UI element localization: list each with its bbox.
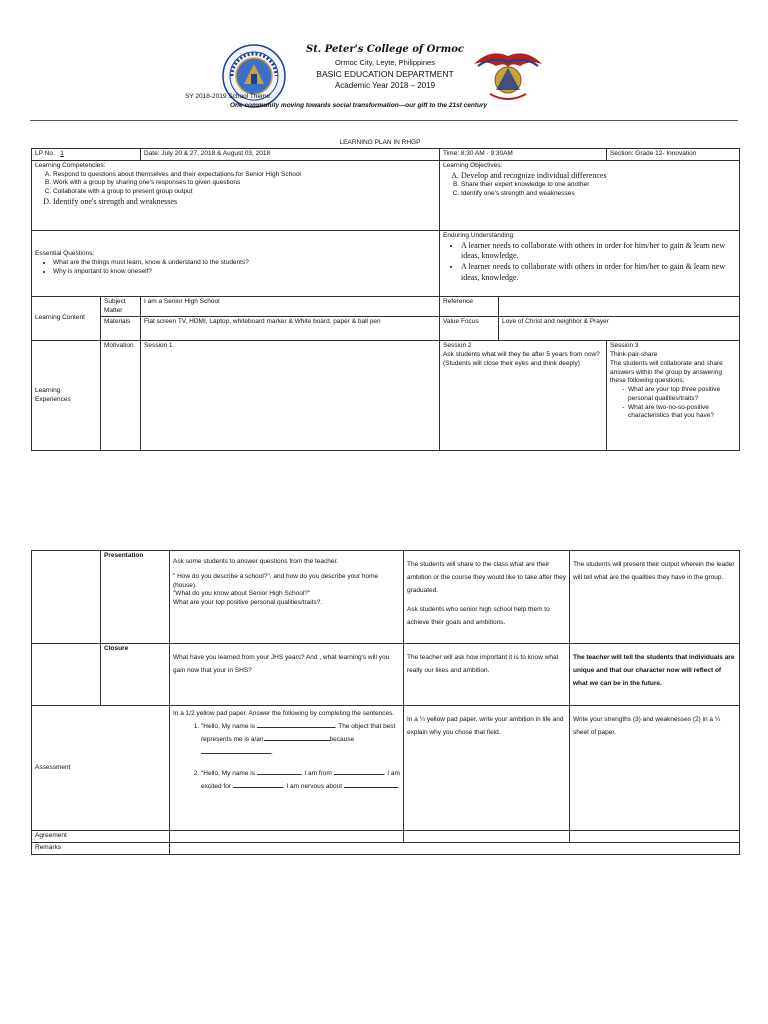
school-location: Ormoc City, Leyte, Philippines bbox=[335, 58, 435, 67]
materials-label: Materials bbox=[101, 317, 141, 341]
presentation-blank bbox=[32, 551, 101, 644]
assessment-session-2 bbox=[404, 706, 570, 831]
assessment-label: Assessment bbox=[32, 706, 170, 831]
competency-item: C. Collaborate with a group to present group output bbox=[53, 188, 436, 197]
presentation-session-1 bbox=[170, 551, 404, 644]
subject-matter-label: Subject Matter bbox=[101, 296, 141, 317]
enduring-item: • A learner needs to collaborate with others in order for him/her to gain & learn new ideas, knowledge. bbox=[461, 262, 736, 284]
department-name: BASIC EDUCATION DEPARTMENT bbox=[316, 69, 454, 79]
value-focus-value: Love of Christ and neighbor & Prayer bbox=[499, 317, 740, 341]
presentation-s2-note: Ask students who senior high school help them to achieve their goals and ambitions. bbox=[407, 606, 550, 626]
learning-experiences-label: Learning Experiences bbox=[32, 341, 101, 451]
objective-item: C. Identify one's strength and weaknesses bbox=[461, 190, 736, 199]
competency-item: A. Respond to questions about themselves and their expectations for Senior High School bbox=[53, 171, 436, 180]
session-3-question: - What are two-no-so-positive characteristics that you have? bbox=[628, 404, 736, 422]
objective-item: A. Develop and recognize individual differences bbox=[461, 171, 736, 182]
essential-questions-cell bbox=[32, 230, 440, 296]
learning-content-label: Learning Content bbox=[32, 296, 101, 341]
presentation-s3-text: The students will present their output wherein the leader will tell what are the qualities they have in the group. bbox=[573, 561, 735, 581]
time-cell: Time: 8:30 AM - 9:30AM bbox=[440, 149, 607, 161]
school-name: St. Peter's College of Ormoc bbox=[305, 44, 465, 55]
theme-text: One community moving towards social transformation—our gift to the 21st century bbox=[230, 102, 488, 109]
objectives-label: Learning Objectives: bbox=[443, 161, 503, 169]
session-2-title: Session 2 bbox=[443, 342, 472, 350]
assessment-session-1 bbox=[170, 706, 404, 831]
closure-blank bbox=[32, 644, 101, 706]
agreement-session-1 bbox=[170, 831, 404, 843]
agreement-session-2 bbox=[404, 831, 570, 843]
session-2-cell bbox=[440, 341, 607, 451]
closure-label: Closure bbox=[101, 644, 170, 706]
closure-session-2 bbox=[404, 644, 570, 706]
presentation-s2-text: The students will share to the class what are their ambition or the course they would like to take after they graduated. bbox=[407, 561, 566, 594]
session-2-text: Ask students what will they be after 5 years from now? bbox=[443, 351, 600, 359]
competency-item: B. Work with a group by sharing one's responses to given questions bbox=[53, 179, 436, 188]
presentation-question: What are your top positive personal qualities/traits?. bbox=[173, 599, 323, 607]
lp-number-cell: LP No. 1 bbox=[32, 149, 141, 161]
theme-label: SY 2018-2019 School Theme: bbox=[185, 93, 272, 100]
section-cell: Section: Grade 12- Innovation bbox=[607, 149, 740, 161]
closure-session-3 bbox=[570, 644, 740, 706]
lp-number: 1 bbox=[60, 150, 64, 157]
session-3-question: - What are your top three positive personal qualities/traits? bbox=[628, 386, 736, 404]
assessment-item-1: 1. "Hello, My name is . The object that best represents me is a/an because. bbox=[201, 720, 400, 759]
assessment-s2-text: In a ¼ yellow pad paper, write your ambition in life and explain why you chose that field. bbox=[407, 716, 564, 736]
competencies-label: Learning Competencies: bbox=[35, 161, 106, 169]
session-3-text: The students will collaborate and share answers within the group by answering these following questions; bbox=[610, 359, 723, 385]
objective-item: B. Share their expert knowledge to one another bbox=[461, 181, 736, 190]
closure-session-1 bbox=[170, 644, 404, 706]
essential-question-item: • Why is important to know oneself? bbox=[53, 268, 436, 277]
competency-item: D. Identify one's strength and weaknesses bbox=[53, 197, 436, 208]
agreement-label: Agreement bbox=[32, 831, 170, 843]
closure-s1-text: What have you learned from your JHS years? And , what learning's will you gain now that your in SHS? bbox=[173, 654, 390, 674]
remarks-label: Remarks bbox=[32, 843, 170, 855]
enduring-label: Enduring Understanding: bbox=[443, 231, 515, 239]
session-2-note: (Students will close their eyes and think deeply) bbox=[443, 359, 580, 367]
essential-question-item: • What are the things must learn, know & understand to the students? bbox=[53, 259, 436, 268]
header-divider bbox=[30, 120, 738, 121]
remarks-value bbox=[170, 843, 740, 855]
competencies-cell bbox=[32, 160, 440, 230]
assessment-intro: In a 1/2 yellow pad paper. Answer the following by completing the sentences. bbox=[173, 710, 395, 717]
academic-year: Academic Year 2018 – 2019 bbox=[334, 81, 436, 90]
closure-s2-text: The teacher will ask how important it is to know what really our likes and ambition. bbox=[407, 654, 559, 674]
assessment-session-3 bbox=[570, 706, 740, 831]
learning-plan-table-1 bbox=[31, 148, 740, 451]
crest-emblem-logo bbox=[470, 46, 546, 102]
essential-questions-label: Essential Questions: bbox=[35, 250, 95, 258]
enduring-cell bbox=[440, 230, 740, 296]
closure-s3-text: The teacher will tell the students that individuals are unique and that our character now will reflect of what we can be in the future. bbox=[573, 654, 735, 687]
presentation-question: "What do you know about Senior High School?" bbox=[173, 590, 311, 598]
reference-value bbox=[499, 296, 740, 317]
plan-title: LEARNING PLAN IN RHGP bbox=[339, 139, 421, 146]
session-1-cell: Session 1 bbox=[141, 341, 440, 451]
reference-label: Reference bbox=[440, 296, 499, 317]
presentation-intro: Ask some students to answer questions from the teacher. bbox=[173, 558, 339, 565]
presentation-session-3 bbox=[570, 551, 740, 644]
session-3-title: Session 3 bbox=[610, 342, 639, 350]
learning-plan-table-2 bbox=[31, 550, 740, 855]
materials-value: Flat screen TV, HDMI, Laptop, whiteboard marker & White board, paper & ball pen bbox=[141, 317, 440, 341]
assessment-item-2: 2. "Hello, My name is , I am from . I am excited for . I am nervous about . bbox=[201, 767, 400, 793]
presentation-question: " How do you describe a school?", and how do you describe your home (house). bbox=[173, 572, 379, 589]
assessment-s3-text: Write your strengths (3) and weaknesses (2) in a ¼ sheet of paper. bbox=[573, 716, 721, 736]
presentation-label: Presentation bbox=[101, 551, 170, 644]
session-3-subtitle: Think-pair-share bbox=[610, 351, 658, 359]
objectives-cell bbox=[440, 160, 740, 230]
session-3-cell bbox=[607, 341, 740, 451]
presentation-session-2 bbox=[404, 551, 570, 644]
enduring-item: • A learner needs to collaborate with others in order for him/her to gain & learn new ideas, knowledge. bbox=[461, 241, 736, 263]
value-focus-label: Value Focus bbox=[440, 317, 499, 341]
subject-matter-value: I am a Senior High School bbox=[141, 296, 440, 317]
date-cell: Date: July 20 & 27, 2018 & August 03, 2018 bbox=[141, 149, 440, 161]
agreement-session-3 bbox=[570, 831, 740, 843]
motivation-label: Motivation bbox=[101, 341, 141, 451]
